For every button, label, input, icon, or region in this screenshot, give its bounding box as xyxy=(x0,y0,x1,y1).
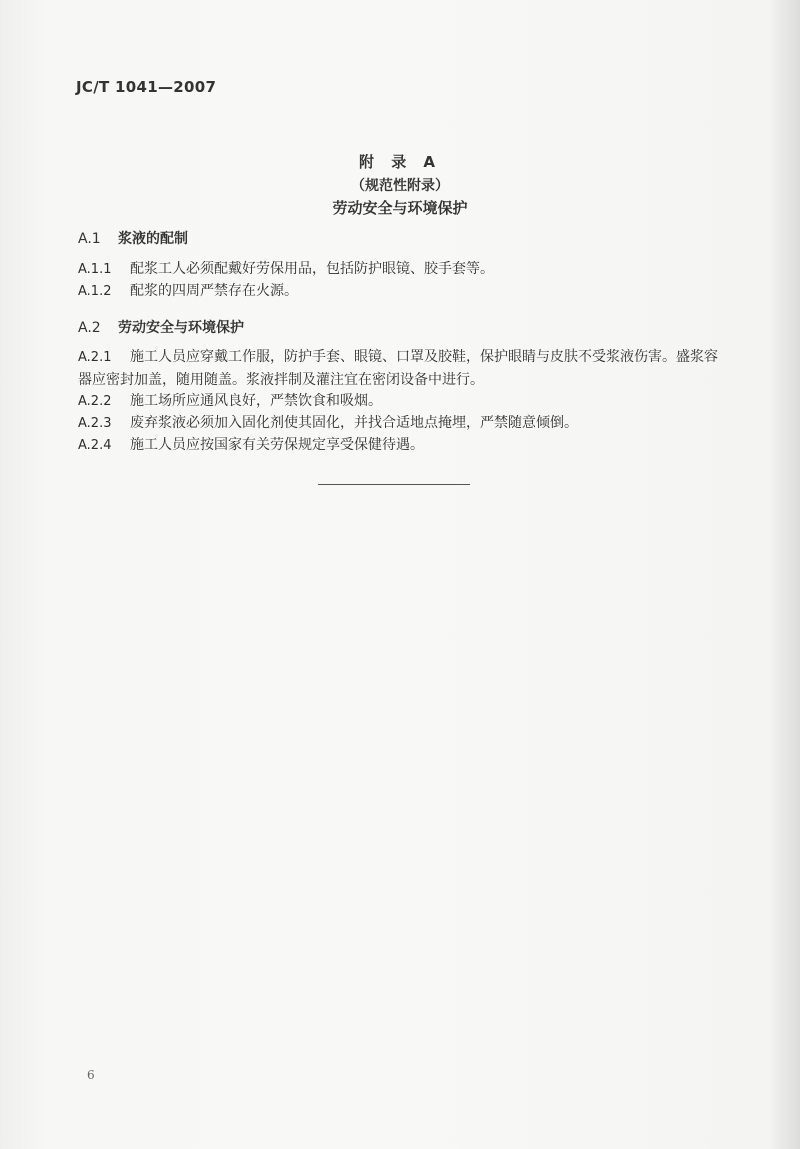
section-number: A.1 xyxy=(78,231,101,247)
page-number: 6 xyxy=(87,1068,95,1082)
clause-number: A.2.3 xyxy=(78,416,112,431)
clause-text: 配浆工人必须配戴好劳保用品，包括防护眼镜、胶手套等。 xyxy=(130,261,494,277)
clause-a-2-3 xyxy=(78,412,726,435)
annex-title: 附 录 A xyxy=(358,153,442,171)
clause-text: 施工场所应通风良好，严禁饮食和吸烟。 xyxy=(130,393,382,409)
clause-a-2-2 xyxy=(78,390,726,413)
end-rule xyxy=(318,484,470,485)
clause-number: A.1.2 xyxy=(78,284,112,299)
section-title: 劳动安全与环境保护 xyxy=(118,320,244,336)
clause-a-2-4 xyxy=(78,434,726,457)
section-heading-a1 xyxy=(78,228,188,248)
section-title: 浆液的配制 xyxy=(118,231,188,247)
clause-number: A.2.1 xyxy=(78,350,112,365)
clause-text: 施工人员应按国家有关劳保规定享受保健待遇。 xyxy=(130,437,424,453)
annex-type: （规范性附录） xyxy=(351,178,449,194)
section-number: A.2 xyxy=(78,320,101,336)
clause-a-1-2 xyxy=(78,280,726,303)
section-heading-a2 xyxy=(78,317,244,337)
clause-text: 废弃浆液必须加入固化剂使其固化，并找合适地点掩埋，严禁随意倾倒。 xyxy=(130,415,578,431)
clause-number: A.2.4 xyxy=(78,438,112,453)
clause-number: A.2.2 xyxy=(78,394,112,409)
standard-code: JC/T 1041—2007 xyxy=(76,78,217,96)
clause-a-1-1 xyxy=(78,258,726,281)
clause-a-2-1 xyxy=(78,346,726,391)
clause-text: 配浆的四周严禁存在火源。 xyxy=(130,283,298,299)
annex-name: 劳动安全与环境保护 xyxy=(332,199,468,217)
clause-number: A.1.1 xyxy=(78,262,112,277)
clause-text: 施工人员应穿戴工作服，防护手套、眼镜、口罩及胶鞋，保护眼睛与皮肤不受浆液伤害。盛浆容器应密封加盖，随用随盖。浆液拌制及灌注宜在密闭设备中进行。 xyxy=(78,349,718,388)
